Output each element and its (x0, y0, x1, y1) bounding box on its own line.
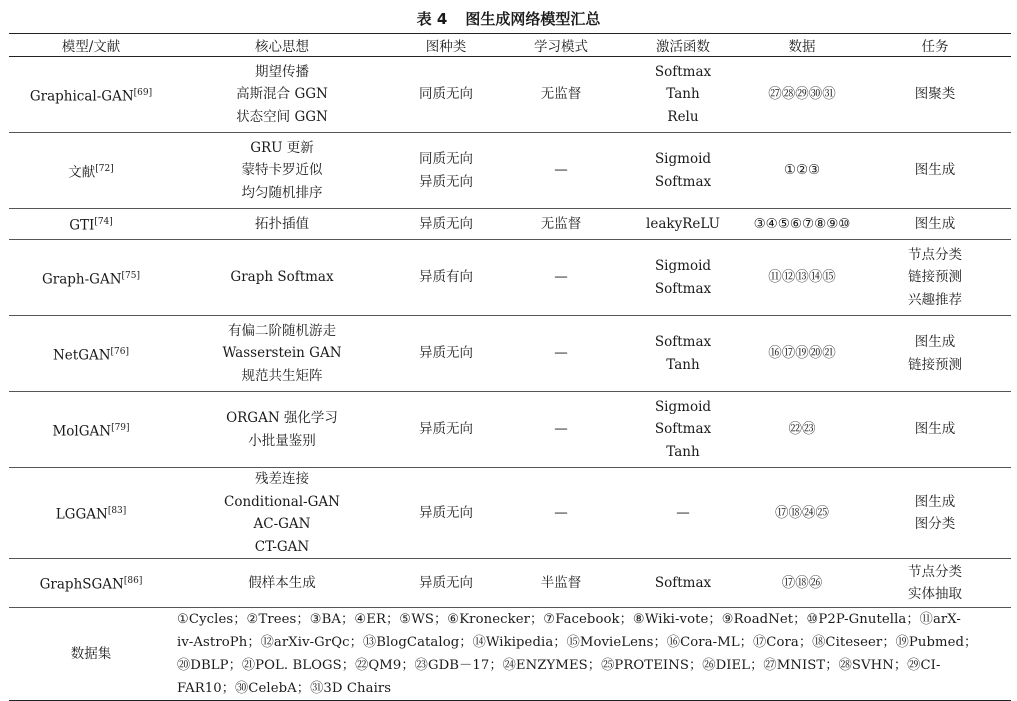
cell-model (9, 133, 173, 209)
cell-core-idea (173, 392, 391, 468)
datasets-line: FAR10；㉚CelebA；㉛3D Chairs (177, 681, 392, 696)
header-graph-type: 图种类 (391, 34, 501, 57)
model-name: LGGAN (55, 506, 108, 523)
cell-task-line: 兴趣推荐 (908, 291, 962, 308)
cell-task-line: 图生成 (914, 334, 956, 350)
datasets-line: ①Cycles；②Trees；③BA；④ER；⑤WS；⑥Kronecker；⑦Facebook；⑧Wiki-vote；⑨RoadNet；⑩P2P-Gnutella；⑪arX- (177, 612, 961, 627)
cell-activation-line: leakyReLU (646, 215, 720, 232)
datasets-row (9, 608, 1011, 701)
model-name: NetGAN (52, 347, 111, 363)
datasets-label: 数据集 (9, 608, 173, 701)
cell-activation (621, 559, 745, 608)
header-learning-mode: 学习模式 (501, 34, 621, 57)
cell-graph-type-line: 异质无向 (419, 421, 473, 438)
cell-activation (621, 133, 745, 209)
cell-data: ㉗㉘㉙㉚㉛ (745, 57, 859, 133)
cell-core-idea-line: 期望传播 (255, 63, 309, 80)
cell-graph-type (391, 57, 501, 133)
model-reference: [79] (111, 422, 130, 433)
cell-task-line: 图生成 (914, 421, 956, 438)
table-title: 图生成网络模型汇总 (465, 10, 601, 28)
cell-core-idea (173, 57, 391, 133)
model-reference: [76] (110, 346, 130, 357)
cell-data: ⑰⑱㉖ (745, 559, 859, 608)
cell-activation-line: Sigmoid (654, 258, 712, 274)
header-task: 任务 (859, 34, 1011, 57)
model-reference: [72] (95, 163, 114, 174)
model-reference: [86] (123, 576, 143, 586)
cell-activation-line: Sigmoid (654, 151, 712, 167)
table-row (9, 468, 1011, 559)
cell-graph-type (391, 559, 501, 608)
cell-graph-type (391, 133, 501, 209)
cell-activation-line: Tanh (666, 86, 700, 103)
table-row (9, 57, 1011, 133)
cell-task-line: 图聚类 (914, 86, 956, 103)
header-core-idea: 核心思想 (173, 34, 391, 57)
cell-core-idea-line: Conditional-GAN (224, 493, 340, 510)
cell-data: ㉒㉓ (745, 392, 859, 468)
model-name: 文献 (68, 164, 96, 180)
cell-learning-mode: — (501, 316, 621, 392)
cell-core-idea (173, 559, 391, 608)
cell-activation (621, 57, 745, 133)
cell-core-idea (173, 133, 391, 209)
model-reference: [69] (133, 87, 153, 98)
table-row (9, 392, 1011, 468)
cell-core-idea-line: GRU 更新 (250, 139, 314, 156)
cell-learning-mode: 无监督 (501, 57, 621, 133)
cell-task (859, 316, 1011, 392)
cell-graph-type-line: 异质无向 (419, 574, 473, 591)
table-row (9, 209, 1011, 240)
cell-task-line: 节点分类 (908, 563, 962, 580)
cell-activation-line: Sigmoid (654, 398, 712, 415)
table-number: 表 4 (416, 10, 448, 28)
cell-activation-line: Softmax (654, 280, 712, 297)
cell-learning-mode: — (501, 133, 621, 209)
model-reference: [75] (121, 270, 140, 281)
cell-model (9, 392, 173, 468)
cell-core-idea (173, 209, 391, 240)
cell-data: ⑯⑰⑲⑳㉑ (745, 316, 859, 392)
model-name: Graphical-GAN (29, 88, 134, 104)
cell-task-line: 图分类 (914, 516, 956, 532)
gan-model-table (9, 33, 1011, 701)
cell-graph-type-line: 异质无向 (419, 173, 473, 190)
cell-core-idea-line: 规范共生矩阵 (241, 367, 323, 384)
cell-model (9, 209, 173, 240)
cell-model (9, 57, 173, 133)
model-name: GTI (69, 217, 95, 234)
cell-data: ①②③ (745, 133, 859, 209)
table-row (9, 240, 1011, 316)
cell-graph-type-line: 异质无向 (419, 504, 473, 521)
cell-graph-type-line: 同质无向 (419, 86, 473, 103)
cell-core-idea-line: 蒙特卡罗近似 (241, 162, 323, 179)
cell-data: ⑰⑱㉔㉕ (745, 468, 859, 559)
datasets-line: ⑳DBLP；㉑POL. BLOGS；㉒QM9；㉓GDB－17；㉔ENZYMES；㉕PROTEINS；㉖DIEL；㉗MNIST；㉘SVHN；㉙CI- (177, 658, 941, 673)
cell-core-idea-line: 残差连接 (255, 471, 309, 487)
cell-graph-type (391, 209, 501, 240)
table-row (9, 133, 1011, 209)
cell-activation-line: Softmax (654, 421, 712, 438)
cell-data: ⑪⑫⑬⑭⑮ (745, 240, 859, 316)
cell-learning-mode: — (501, 468, 621, 559)
header-data: 数据 (745, 34, 859, 57)
model-name: MolGAN (52, 423, 112, 439)
cell-graph-type-line: 同质无向 (419, 151, 473, 167)
cell-activation (621, 468, 745, 559)
header-row (9, 34, 1011, 57)
cell-graph-type (391, 240, 501, 316)
model-reference: [74] (94, 217, 113, 227)
cell-model (9, 316, 173, 392)
cell-activation (621, 209, 745, 240)
cell-activation-line: Softmax (654, 574, 712, 591)
header-model: 模型/文献 (9, 34, 173, 57)
cell-activation-line: Softmax (654, 173, 712, 190)
cell-activation-line: Tanh (666, 443, 700, 460)
cell-task (859, 559, 1011, 608)
cell-core-idea-line: AC-GAN (253, 516, 311, 532)
cell-activation-line: — (676, 504, 690, 521)
cell-core-idea (173, 468, 391, 559)
cell-core-idea-line: CT-GAN (254, 538, 310, 555)
cell-data: ③④⑤⑥⑦⑧⑨⑩ (745, 209, 859, 240)
cell-core-idea-line: ORGAN 强化学习 (226, 410, 338, 426)
model-name: Graph-GAN (41, 271, 122, 287)
cell-task-line: 链接预测 (908, 269, 962, 286)
cell-task-line: 链接预测 (908, 356, 962, 373)
cell-task (859, 57, 1011, 133)
cell-graph-type (391, 468, 501, 559)
cell-core-idea-line: 状态空间 GGN (236, 108, 328, 125)
table-caption (0, 8, 1017, 29)
cell-task (859, 209, 1011, 240)
datasets-list (173, 608, 1011, 701)
cell-core-idea-line: 均匀随机排序 (241, 184, 323, 201)
cell-learning-mode: 无监督 (501, 209, 621, 240)
cell-task-line: 图生成 (914, 215, 956, 232)
model-reference: [83] (107, 506, 127, 516)
cell-model (9, 468, 173, 559)
cell-core-idea-line: 高斯混合 GGN (236, 86, 328, 103)
table-row (9, 559, 1011, 608)
cell-activation (621, 316, 745, 392)
cell-task-line: 节点分类 (908, 246, 962, 263)
cell-learning-mode: — (501, 240, 621, 316)
cell-core-idea-line: 假样本生成 (248, 574, 316, 591)
cell-core-idea-line: 拓扑插值 (255, 215, 309, 232)
cell-activation-line: Softmax (654, 334, 712, 350)
cell-graph-type (391, 316, 501, 392)
model-name: GraphSGAN (39, 576, 124, 593)
cell-model (9, 240, 173, 316)
cell-graph-type-line: 异质有向 (419, 269, 473, 286)
cell-learning-mode: 半监督 (501, 559, 621, 608)
cell-core-idea (173, 240, 391, 316)
cell-task-line: 图生成 (914, 493, 956, 510)
cell-core-idea-line: 小批量鉴别 (248, 432, 316, 449)
cell-activation-line: Relu (667, 108, 699, 125)
cell-activation-line: Tanh (666, 356, 700, 373)
cell-task-line: 实体抽取 (908, 586, 962, 602)
cell-core-idea (173, 316, 391, 392)
cell-activation-line: Softmax (654, 63, 712, 80)
cell-task (859, 133, 1011, 209)
cell-activation (621, 240, 745, 316)
table-row (9, 316, 1011, 392)
cell-graph-type-line: 异质无向 (419, 215, 473, 232)
cell-core-idea-line: Graph Softmax (230, 269, 334, 286)
cell-task (859, 468, 1011, 559)
cell-task-line: 图生成 (914, 162, 956, 179)
cell-core-idea-line: Wasserstein GAN (222, 345, 342, 362)
cell-task (859, 392, 1011, 468)
cell-core-idea-line: 有偏二阶随机游走 (228, 322, 336, 339)
cell-activation (621, 392, 745, 468)
cell-learning-mode: — (501, 392, 621, 468)
header-activation: 激活函数 (621, 34, 745, 57)
cell-model (9, 559, 173, 608)
cell-task (859, 240, 1011, 316)
cell-graph-type (391, 392, 501, 468)
cell-graph-type-line: 异质无向 (419, 345, 473, 362)
datasets-line: iv-AstroPh；⑫arXiv-GrQc；⑬BlogCatalog；⑭Wikipedia；⑮MovieLens；⑯Cora-ML；⑰Cora；⑱Citeseer；⑲Pubmed； (177, 635, 978, 650)
